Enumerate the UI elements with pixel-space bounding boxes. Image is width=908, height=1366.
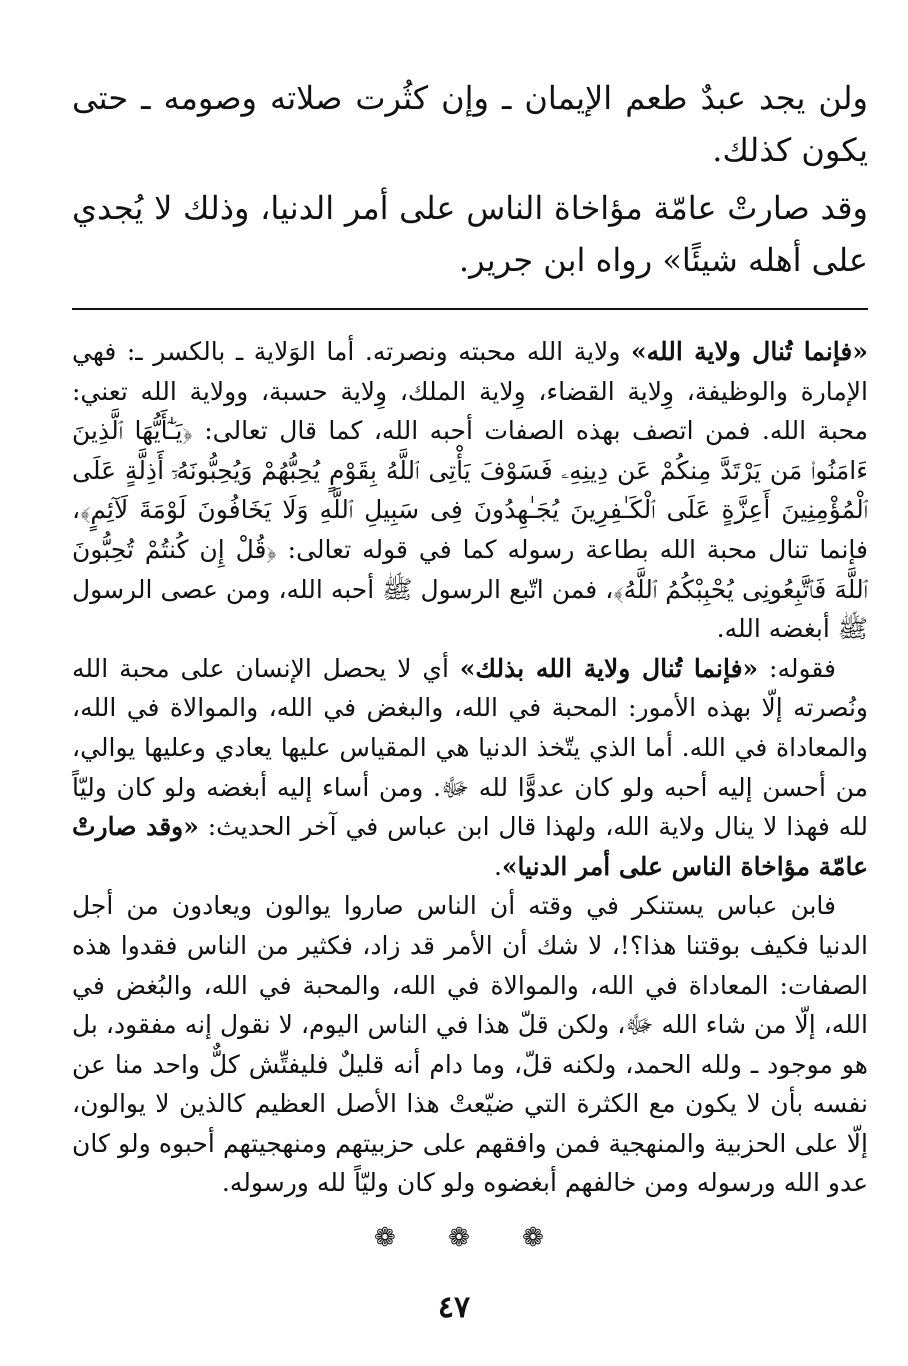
ornament-divider: ❁ ❁ ❁ xyxy=(374,1223,566,1254)
commentary-text: ، فمن اتّبع الرسول ﷺ أحبه الله، ومن عصى الرسول ﷺ أبغضه الله. xyxy=(72,574,868,644)
quoted-phrase: «وقد صارتْ عامّة مؤاخاة الناس على أمر الدنيا» xyxy=(72,812,868,881)
commentary-text: ولاية الله محبته ونصرته. أما الوَلاية ـ بالكسر ـ: فهي الإمارة والوظيفة، وِلاية القضاء، وِلاية الملك، وِلاية حسبة، وولاية الله تعني: محبة الله. فمن اتصف بهذه الصفات أحبه الله، كما قال تعالى: xyxy=(72,337,868,446)
commentary-text: ، فإنما تنال محبة الله بطاعة رسوله كما في قوله تعالى: xyxy=(72,495,868,564)
quran-verse: ﴿قُلْ إِن كُنتُمْ تُحِبُّونَ ٱللَّهَ فَٱتَّبِعُونِى يُحْبِبْكُمُ ٱللَّهُ﴾ xyxy=(72,534,868,604)
commentary-text: فقوله: xyxy=(758,653,836,683)
quran-verse: ﴿يَـٰٓأَيُّهَا ٱلَّذِينَ ءَامَنُوا۟ مَن يَرْتَدَّ مِنكُمْ عَن دِينِهِۦ فَسَوْفَ يَأْتِى ٱللَّهُ بِقَوْمٍ يُحِبُّهُمْ وَيُحِبُّونَهُۥٓ أَذِلَّةٍ عَلَى ٱلْمُؤْمِنِينَ أَعِزَّةٍ عَلَى ٱلْكَـٰفِرِينَ يُجَـٰهِدُونَ فِى سَبِيلِ ٱللَّهِ وَلَا يَخَافُونَ لَوْمَةَ لَآئِمٍ﴾ xyxy=(72,416,868,525)
commentary-paragraph-3: فابن عباس يستنكر في وقته أن الناس صاروا يوالون ويعادون من أجل الدنيا فكيف بوقتنا هذا؟!، لا شك أن الأمر قد زاد، فكثير من الناس فقدوا هذه الصفات: المعاداة في الله، والموالاة في الله، والمحبة في الله، والبُغض في الله، إلّا من شاء الله ﷻ، ولكن قلّ هذا في الناس اليوم، لا نقول إنه مفقود، بل هو موجود ـ ولله الحمد، ولكنه قلّ، وما دام أنه قليلٌ فليفتِّش كلٌّ واحد منا عن نفسه بأن لا يكون مع الكثرة التي ضيّعتْ هذا الأصل العظيم كالذين لا يوالون، إلّا على الحزبية والمنهجية فمن وافقهم على حزبيتهم ومنهجيتهم أحبوه ولو كان عدو الله ورسوله ومن خالفهم أبغضوه ولو كان وليّاً لله ورسوله. xyxy=(72,891,868,1198)
commentary xyxy=(72,332,868,1203)
commentary-paragraph-1 xyxy=(72,332,868,649)
hadith-paragraph-2: وقد صارتْ عامّة مؤاخاة الناس على أمر الدنيا، وذلك لا يُجدي على أهله شيئًا» رواه ابن جرير. xyxy=(72,189,868,279)
footnote-rule xyxy=(72,308,868,310)
commentary-paragraph-2 xyxy=(72,649,868,887)
hadith-paragraph-1: ولن يجد عبدٌ طعم الإيمان ـ وإن كثُرت صلاته وصومه ـ حتى يكون كذلك. xyxy=(72,79,868,169)
hadith-text xyxy=(72,72,868,286)
commentary-text: . xyxy=(493,851,502,881)
page-body xyxy=(72,72,868,1253)
page-number: ٤٧ xyxy=(437,1290,471,1325)
quoted-phrase: «فإنما تُنال ولاية الله بذلك» xyxy=(459,653,759,683)
quoted-phrase: «فإنما تُنال ولاية الله» xyxy=(630,337,869,366)
commentary-text: أي لا يحصل الإنسان على محبة الله ونُصرته إلّا بهذه الأمور: المحبة في الله، والبغض في الله، والموالاة في الله، والمعاداة في الله. أما الذي يتّخذ الدنيا هي المقياس عليها يعادي وعليها يوالي، من أحسن إليه أحبه ولو كان عدوًّا لله ﷻ. ومن أساء إليه أبغضه ولو كان وليّاً لله فهذا لا ينال ولاية الله، ولهذا قال ابن عباس في آخر الحديث: xyxy=(72,653,868,842)
